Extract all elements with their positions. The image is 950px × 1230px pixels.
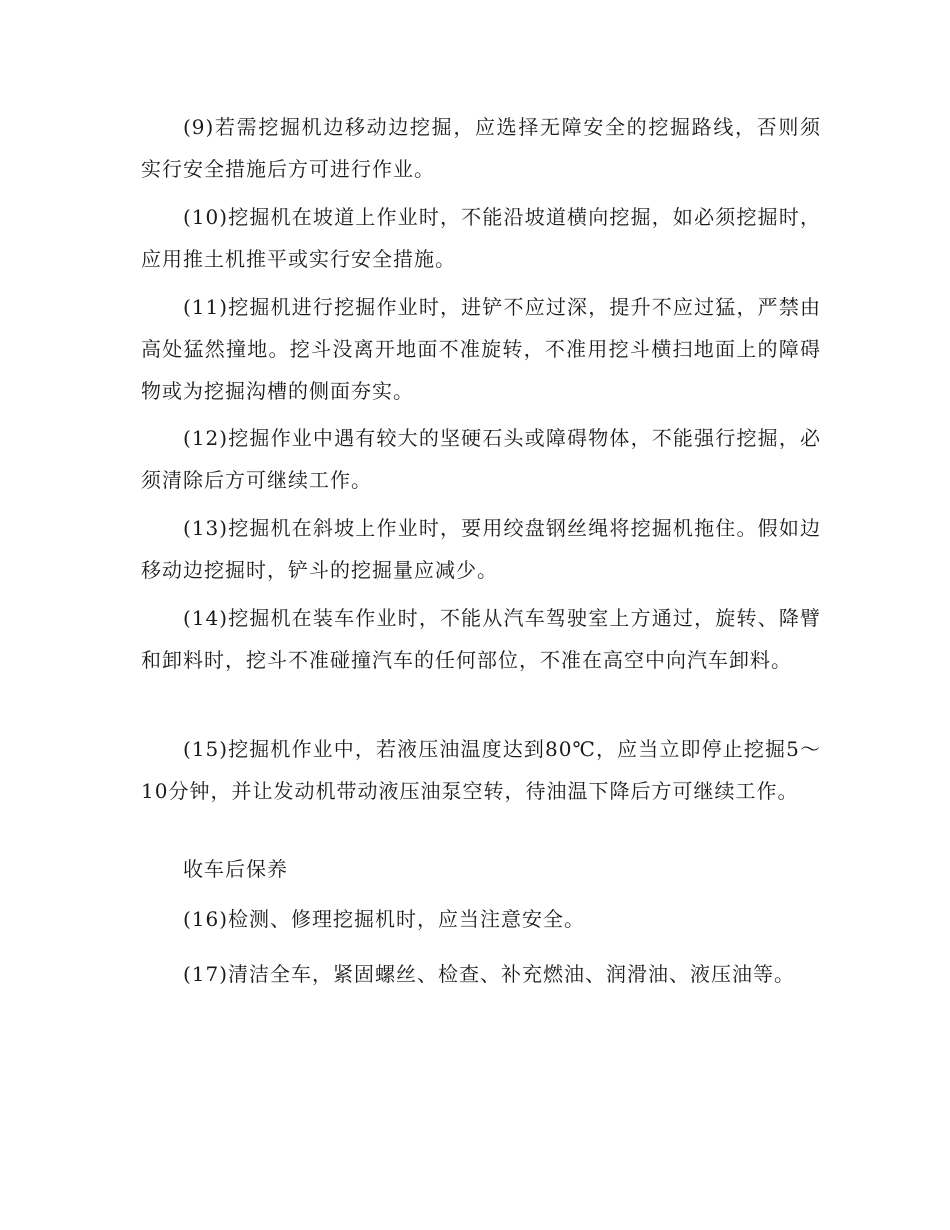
section-heading: 收车后保养 xyxy=(183,857,288,881)
paragraph-14: (14)挖掘机在装车作业时，不能从汽车驾驶室上方通过，旋转、降臂和卸料时，挖斗不准碰撞汽车的任何部位，不准在高空中向汽车卸料。 xyxy=(141,606,821,672)
paragraph-17: (17)清洁全车，紧固螺丝、检查、补充燃油、润滑油、液压油等。 xyxy=(183,962,796,986)
paragraph-16: (16)检测、修理挖掘机时，应当注意安全。 xyxy=(183,907,586,931)
paragraph-12: (12)挖掘作业中遇有较大的坚硬石头或障碍物体，不能强行挖掘，必须清除后方可继续工作。 xyxy=(141,426,821,492)
paragraph-11: (11)挖掘机进行挖掘作业时，进铲不应过深，提升不应过猛，严禁由高处猛然撞地。挖斗没离开地面不准旋转，不准用挖斗横扫地面上的障碍物或为挖掘沟槽的侧面夯实。 xyxy=(141,295,821,403)
paragraph-13: (13)挖掘机在斜坡上作业时，要用绞盘钢丝绳将挖掘机拖住。假如边移动边挖掘时，铲斗的挖掘量应减少。 xyxy=(141,516,821,582)
paragraph-15: (15)挖掘机作业中，若液压油温度达到80℃，应当立即停止挖掘5～10分钟，并让发动机带动液压油泵空转，待油温下降后方可继续工作。 xyxy=(141,737,821,803)
paragraph-10: (10)挖掘机在坡道上作业时，不能沿坡道横向挖掘，如必须挖掘时，应用推土机推平或实行安全措施。 xyxy=(141,205,821,271)
paragraph-9: (9)若需挖掘机边移动边挖掘，应选择无障安全的挖掘路线，否则须实行安全措施后方可进行作业。 xyxy=(141,115,821,181)
